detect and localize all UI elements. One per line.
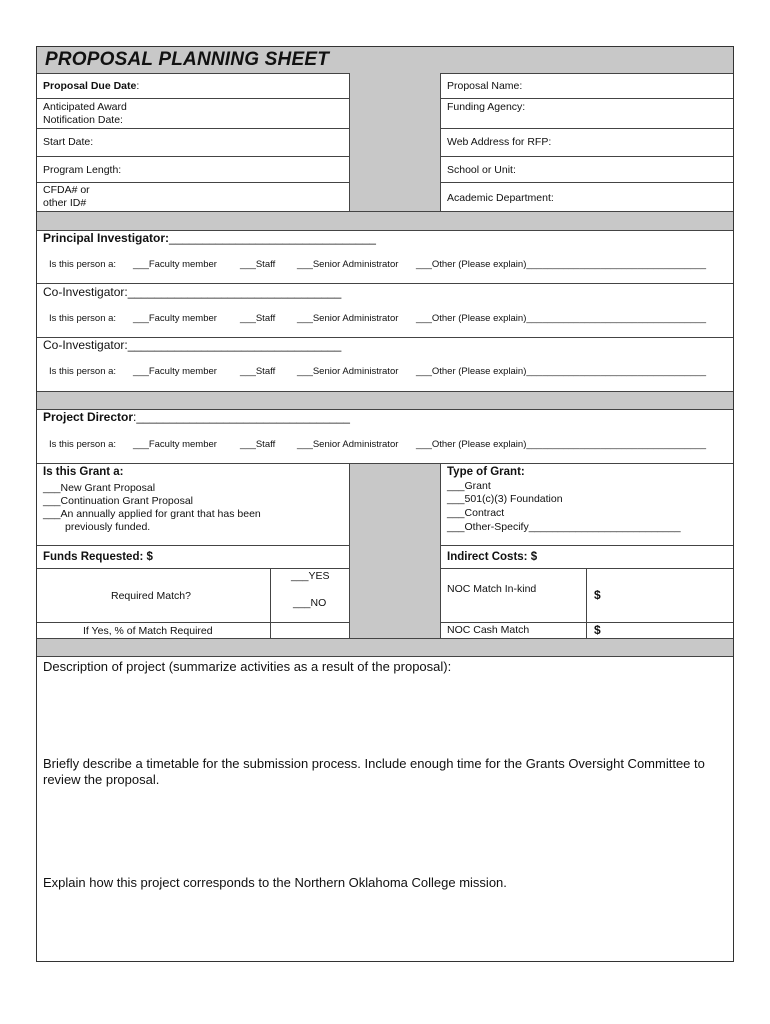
start-date-label: Start Date: [43, 136, 94, 148]
school-unit-label: School or Unit: [447, 164, 516, 176]
proposal-planning-sheet [36, 46, 734, 962]
coi2-role-staff: ___Staff [240, 366, 276, 377]
no-option: ___NO [293, 597, 327, 609]
funding-agency-label: Funding Agency: [447, 101, 526, 113]
timetable-prompt: Briefly describe a timetable for the submission process. Include enough time for the Grants Oversight Committee to review the proposal. [43, 756, 705, 787]
program-length-label: Program Length: [43, 164, 122, 176]
pi-role-faculty: ___Faculty member [133, 259, 217, 270]
pi-role-staff: ___Staff [240, 259, 276, 270]
grant-type-contract: ___Contract [447, 507, 505, 519]
pi-label: Principal Investigator:_______________________________ [43, 231, 376, 245]
director-label: Project Director:________________________________ [43, 410, 350, 424]
due-date-label: Proposal Due Date: [43, 80, 140, 92]
grant-a-annual-2: previously funded. [65, 521, 151, 533]
grant-a-new: ___New Grant Proposal [43, 482, 156, 494]
noc-cash-label: NOC Cash Match [447, 624, 530, 636]
funds-requested-label: Funds Requested: $ [43, 551, 153, 563]
coi1-role-senior: ___Senior Administrator [297, 313, 399, 324]
grant-a-annual: ___An annually applied for grant that has been [43, 508, 261, 520]
mission-prompt: Explain how this project corresponds to the Northern Oklahoma College mission. [43, 875, 507, 890]
coi2-role-senior: ___Senior Administrator [297, 366, 399, 377]
web-address-label: Web Address for RFP: [447, 136, 552, 148]
cfda-label-2: other ID# [43, 197, 87, 209]
director-role-other: ___Other (Please explain)__________________________________ [416, 439, 707, 450]
lower-block-gray-column [349, 464, 440, 638]
proposal-name-label: Proposal Name: [447, 80, 523, 92]
coi1-role-other: ___Other (Please explain)__________________________________ [416, 313, 707, 324]
grant-a-heading: Is this Grant a: [43, 466, 124, 478]
match-percent-label: If Yes, % of Match Required [83, 625, 213, 637]
pi-role-senior: ___Senior Administrator [297, 259, 399, 270]
anticipated-award-label-1: Anticipated Award [43, 101, 127, 113]
pi-role-prompt: Is this person a: [49, 259, 117, 270]
spacer-band-1 [37, 212, 733, 230]
academic-department-label: Academic Department: [447, 192, 554, 204]
coi1-role-prompt: Is this person a: [49, 313, 117, 324]
coi1-role-staff: ___Staff [240, 313, 276, 324]
grant-type-other: ___Other-Specify__________________________ [447, 521, 681, 533]
director-role-prompt: Is this person a: [49, 439, 117, 450]
noc-inkind-label: NOC Match In-kind [447, 583, 537, 595]
director-role-senior: ___Senior Administrator [297, 439, 399, 450]
grant-a-continuation: ___Continuation Grant Proposal [43, 495, 194, 507]
coi2-role-prompt: Is this person a: [49, 366, 117, 377]
coi2-role-faculty: ___Faculty member [133, 366, 217, 377]
director-role-faculty: ___Faculty member [133, 439, 217, 450]
spacer-band-3 [37, 639, 733, 656]
anticipated-award-label-2: Notification Date: [43, 114, 123, 126]
grant-type-heading: Type of Grant: [447, 466, 525, 478]
required-match-label: Required Match? [111, 590, 191, 602]
coi2-label: Co-Investigator:________________________________ [43, 338, 342, 352]
coi1-role-faculty: ___Faculty member [133, 313, 217, 324]
noc-inkind-dollar: $ [594, 588, 601, 602]
top-block-gray-column [349, 73, 440, 211]
coi2-role-other: ___Other (Please explain)__________________________________ [416, 366, 707, 377]
noc-cash-dollar: $ [594, 623, 601, 637]
director-role-staff: ___Staff [240, 439, 276, 450]
cfda-label-1: CFDA# or [43, 184, 90, 196]
grant-type-foundation: ___501(c)(3) Foundation [447, 493, 563, 505]
indirect-costs-label: Indirect Costs: $ [447, 551, 538, 563]
grant-type-grant: ___Grant [447, 480, 491, 492]
description-prompt: Description of project (summarize activities as a result of the proposal): [43, 659, 452, 674]
coi1-label: Co-Investigator:________________________________ [43, 285, 342, 299]
yes-option: ___YES [291, 570, 330, 582]
sheet-title: PROPOSAL PLANNING SHEET [45, 49, 330, 70]
spacer-band-2 [37, 392, 733, 409]
pi-role-other: ___Other (Please explain)__________________________________ [416, 259, 707, 270]
